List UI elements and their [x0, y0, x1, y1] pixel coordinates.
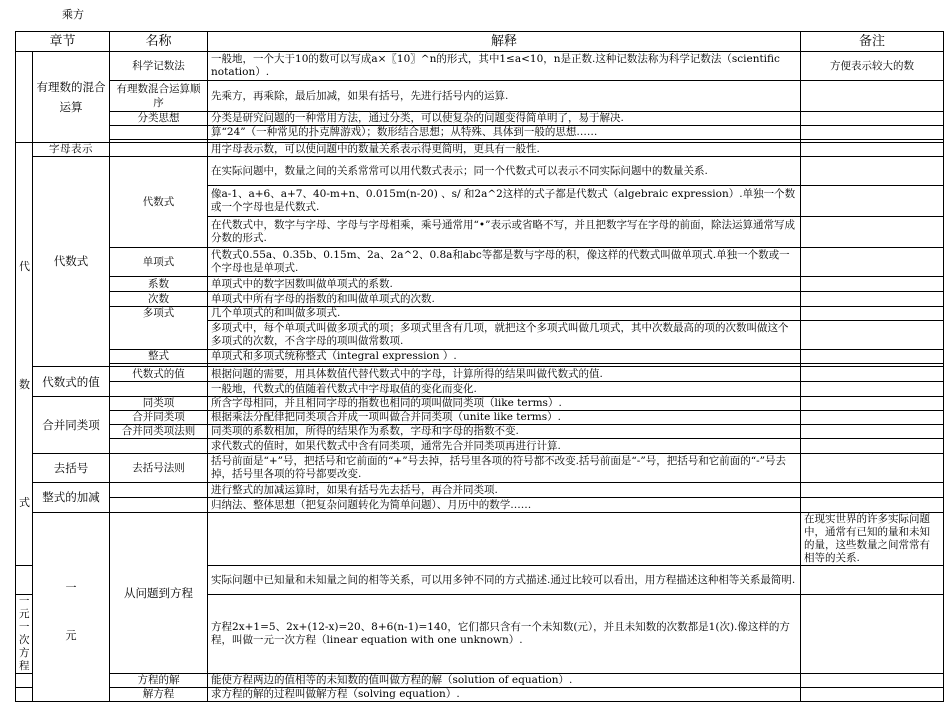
explain-value1: 根据问题的需要，用具体数值代替代数式中的字母，计算所得的结果叫做代数式的值. — [208, 367, 801, 382]
name-coef: 系数 — [110, 277, 208, 292]
name-alg-value: 代数式的值 — [110, 367, 208, 382]
name-alg-expr: 代数式 — [110, 157, 208, 248]
table-row — [16, 382, 944, 397]
explain-combine-rule: 同类项的系数相加，所得的结果作为系数，字母和字母的指数不变. — [208, 425, 801, 439]
header-chapter: 章节 — [16, 32, 110, 52]
table-row — [16, 454, 944, 483]
explain-value2: 一般地，代数式的值随着代数式中字母取值的变化而变化. — [208, 382, 801, 397]
explain-integral: 单项式和多项式统称整式（integral expression ）. — [208, 350, 801, 364]
section-algebraic: 代数式 — [33, 157, 110, 367]
explain-degree: 单项式中所有字母的指数的和叫做单项式的次数. — [208, 292, 801, 307]
explain-sci: 一般地，一个大于10的数可以写成a×〖10〗^n的形式，其中1≤a<10，n是正数.这种记数法称为科学记数法（scientific notation）. — [208, 52, 801, 81]
table-row — [16, 277, 944, 292]
section-equation: 从问题到方程 — [110, 513, 208, 674]
name-like: 同类项 — [110, 397, 208, 411]
table-row — [16, 688, 944, 702]
chapter-equation — [33, 513, 110, 702]
table-row — [16, 52, 944, 81]
summary-table — [15, 31, 944, 702]
name-combine-rule: 合并同类项法则 — [110, 425, 208, 439]
name-sci: 科学记数法 — [110, 52, 208, 81]
name-classify: 分类思想 — [110, 112, 208, 126]
explain-linear: 方程2x+1=5、2x+(12-x)=20、8+6(n-1)=140，它们都只含有一个未知数(元），并且未知数的次数都是1(次).像这样的方程，叫做一元一次方程（linear equation with one unknown）. — [208, 595, 801, 674]
explain-like: 所含字母相同，并且相同字母的指数也相同的项叫做同类项（like terms）. — [208, 397, 801, 411]
note-sci: 方便表示较大的数 — [801, 52, 944, 81]
table-row — [16, 350, 944, 364]
table-row — [16, 157, 944, 186]
explain-eq1: 在现实世界的许多实际问题中，通常有已知的量和未知的量，这些数量之间常常有相等的关系. — [801, 513, 944, 566]
section-letters: 字母表示 — [33, 143, 110, 157]
name-bracket-rule: 去括号法则 — [110, 454, 208, 483]
sheet-label: 乘方 — [62, 8, 84, 21]
explain-combine-like: 根据乘法分配律把同类项合并成一项叫做合并同类项（unite like terms）. — [208, 411, 801, 425]
name-solution: 方程的解 — [110, 674, 208, 688]
explain-poly2: 多项式中，每个单项式叫做多项式的项；多项式里含有几项，就把这个多项式叫做几项式，其中次数最高的项的次数叫做这个多项式的次数，不含字母的项叫做常数项. — [208, 321, 801, 350]
explain-alg3: 在代数式中，数字与字母、字母与字母相乘，乘号通常用“•”表示或省略不写，并且把数字写在字母的前面，除法运算通常写成分数的形式. — [208, 217, 801, 248]
table-row — [16, 143, 944, 157]
table-row — [16, 367, 944, 382]
explain-addsub1: 进行整式的加减运算时，如果有括号先去括号，再合并同类项. — [208, 483, 801, 498]
section-combine: 合并同类项 — [33, 397, 110, 454]
explain-bracket-rule: 括号前面是“+”号，把括号和它前面的“+”号去掉，括号里各项的符号都不改变.括号前面是“-”号，把括号和它前面的“-”号去掉，括号里各项的符号都要改变. — [208, 454, 801, 483]
table-row — [16, 674, 944, 688]
table-row — [16, 307, 944, 321]
header-explain: 解释 — [208, 32, 801, 52]
section-rational: 有理数的混合运算 — [33, 52, 110, 143]
table-row — [16, 498, 944, 513]
explain-alg1: 在实际问题中，数量之间的关系常常可以用代数式表示；同一个代数式可以表示不同实际问题中的数量关系. — [208, 157, 801, 186]
name-monomial: 单项式 — [110, 248, 208, 277]
header-note: 备注 — [801, 32, 944, 52]
chapter-char: 数 — [19, 377, 30, 391]
explain-addsub2: 归纳法、整体思想（把复杂问题转化为简单问题）、月历中的数学…… — [208, 498, 801, 513]
chapter-char: 一 — [65, 580, 77, 594]
table-row — [16, 411, 944, 425]
table-row — [16, 513, 944, 566]
explain-solve: 求方程的解的过程叫做解方程（solving equation）. — [208, 688, 801, 702]
explain-poly1: 几个单项式的和叫做多项式. — [208, 307, 801, 321]
name-degree: 次数 — [110, 292, 208, 307]
explain-solution: 能使方程两边的值相等的未知数的值叫做方程的解（solution of equation）. — [208, 674, 801, 688]
name-polynomial: 多项式 — [110, 307, 208, 350]
explain-monomial: 代数式0.55a、0.35b、0.15m、2a、2a^2、0.8a和abc等都是数与字母的积，像这样的代数式叫做单项式.单独一个数或一个字母也是单项式. — [208, 248, 801, 277]
explain-alg2: 像a-1、a+6、a+7、40-m+n、0.015m(n-20) 、s/ 和2a^2这样的式子都是代数式（algebraic expression）.单独一个数或一个字母也是代数式. — [208, 186, 801, 217]
explain-classify: 分类是研究问题的一种常用方法，通过分类，可以使复杂的问题变得简单明了，易于解决. — [208, 112, 801, 126]
explain-letters: 用字母表示数，可以使问题中的数量关系表示得更简明，更具有一般性. — [208, 143, 801, 157]
table-row — [16, 126, 944, 140]
table-row — [16, 112, 944, 126]
name-integral: 整式 — [110, 350, 208, 364]
explain-eq2: 实际问题中已知量和未知量之间的相等关系，可以用多钟不同的方式描述.通过比较可以看出，用方程描述这种相等关系最简明. — [208, 566, 801, 595]
explain-game24: 算“24”（一种常见的扑克牌游戏）；数形结合思想；从特殊、具体到一般的思想…… — [208, 126, 801, 140]
explain-coef: 单项式中的数字因数叫做单项式的系数. — [208, 277, 801, 292]
header-row — [16, 32, 944, 52]
table-row — [16, 81, 944, 112]
name-solve: 解方程 — [110, 688, 208, 702]
chapter-algebra — [16, 143, 33, 566]
table-row — [16, 248, 944, 277]
explain-order: 先乘方，再乘除，最后加减，如果有括号，先进行括号内的运算. — [208, 81, 801, 112]
chapter-char: 元 — [65, 628, 77, 642]
explain-combine-eval: 求代数式的值时，如果代数式中含有同类项，通常先合并同类项再进行计算. — [208, 439, 801, 454]
chapter-cell-blank — [16, 52, 33, 143]
chapter-char: 代 — [19, 259, 30, 273]
header-name: 名称 — [110, 32, 208, 52]
table-row — [16, 292, 944, 307]
chapter-char: 式 — [19, 495, 30, 509]
table-row — [16, 425, 944, 439]
section-brackets: 去括号 — [33, 454, 110, 483]
table-row — [16, 439, 944, 454]
name-linear: 一元一次方程 — [16, 595, 33, 674]
section-addsub: 整式的加减 — [33, 483, 110, 513]
section-value: 代数式的值 — [33, 367, 110, 397]
name-order: 有理数混合运算顺序 — [110, 81, 208, 112]
name-combine-like: 合并同类项 — [110, 411, 208, 425]
table-row — [16, 483, 944, 498]
table-row — [16, 397, 944, 411]
